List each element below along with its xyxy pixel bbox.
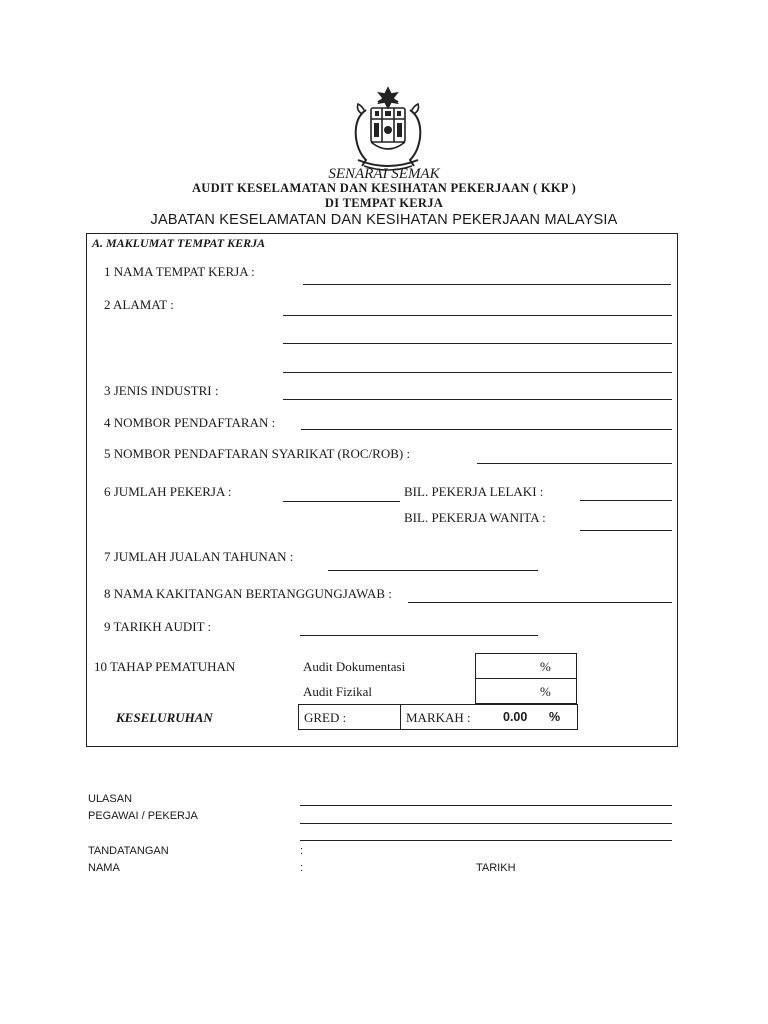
input-line-jumlah-pekerja[interactable] bbox=[283, 501, 400, 502]
field-label-jumlah-pekerja: 6 JUMLAH PEKERJA : bbox=[104, 484, 232, 499]
value-markah-unit: % bbox=[549, 710, 561, 724]
percent-sign-dokumentasi: % bbox=[540, 659, 551, 674]
department-name: JABATAN KESELAMATAN DAN KESIHATAN PEKERJAAN MALAYSIA bbox=[150, 212, 618, 228]
percent-sign-fizikal: % bbox=[540, 684, 551, 699]
input-line-alamat-1[interactable] bbox=[283, 315, 672, 316]
field-label-pekerja-lelaki: BIL. PEKERJA LELAKI : bbox=[404, 484, 544, 499]
box-audit-dokumentasi[interactable] bbox=[475, 653, 577, 679]
field-label-tahap-pematuhan: 10 TAHAP PEMATUHAN bbox=[94, 659, 236, 674]
input-line-pekerja-lelaki[interactable] bbox=[580, 500, 672, 501]
input-line-nombor-pendaftaran[interactable] bbox=[301, 429, 672, 430]
field-label-pekerja-wanita: BIL. PEKERJA WANITA : bbox=[404, 510, 546, 525]
label-gred: GRED : bbox=[304, 710, 347, 725]
field-label-alamat: 2 ALAMAT : bbox=[104, 297, 174, 312]
section-a-heading: A. MAKLUMAT TEMPAT KERJA bbox=[92, 236, 266, 250]
input-line-ulasan-3[interactable] bbox=[300, 840, 672, 841]
input-line-nama-tempat-kerja[interactable] bbox=[303, 284, 671, 285]
coat-of-arms-emblem bbox=[338, 80, 438, 180]
field-label-nombor-pendaftaran: 4 NOMBOR PENDAFTARAN : bbox=[104, 415, 276, 430]
input-line-ulasan-1[interactable] bbox=[300, 805, 672, 806]
label-nama: NAMA bbox=[88, 862, 120, 874]
title-senarai-semak: SENARAI SEMAK bbox=[328, 166, 440, 182]
label-audit-fizikal: Audit Fizikal bbox=[303, 684, 372, 699]
label-tarikh: TARIKH bbox=[476, 862, 516, 874]
label-markah: MARKAH : bbox=[406, 710, 471, 725]
field-label-nombor-pendaftaran-syarikat: 5 NOMBOR PENDAFTARAN SYARIKAT (ROC/ROB) : bbox=[104, 446, 411, 461]
field-label-jumlah-jualan-tahunan: 7 JUMLAH JUALAN TAHUNAN : bbox=[104, 549, 294, 564]
label-audit-dokumentasi: Audit Dokumentasi bbox=[303, 659, 406, 674]
field-label-nama-kakitangan: 8 NAMA KAKITANGAN BERTANGGUNGJAWAB : bbox=[104, 586, 392, 601]
label-pegawai-pekerja: PEGAWAI / PEKERJA bbox=[88, 810, 198, 822]
input-line-nombor-roc-rob[interactable] bbox=[477, 463, 672, 464]
field-label-jenis-industri: 3 JENIS INDUSTRI : bbox=[104, 383, 219, 398]
colon-nama: : bbox=[300, 862, 304, 874]
label-keseluruhan: KESELURUHAN bbox=[116, 710, 213, 725]
field-label-nama-tempat-kerja: 1 NAMA TEMPAT KERJA : bbox=[104, 264, 255, 279]
label-ulasan: ULASAN bbox=[88, 793, 133, 805]
input-line-alamat-3[interactable] bbox=[283, 372, 672, 373]
input-line-jumlah-jualan[interactable] bbox=[328, 570, 538, 571]
title-audit-kkp: AUDIT KESELAMATAN DAN KESIHATAN PEKERJAAN ( KKP ) bbox=[191, 181, 577, 195]
label-tandatangan: TANDATANGAN bbox=[88, 845, 169, 857]
value-markah: 0.00 bbox=[503, 710, 528, 724]
title-di-tempat-kerja: DI TEMPAT KERJA bbox=[324, 196, 444, 210]
field-label-tarikh-audit: 9 TARIKH AUDIT : bbox=[104, 619, 212, 634]
input-line-alamat-2[interactable] bbox=[283, 343, 672, 344]
divider-gred-markah bbox=[400, 704, 401, 730]
input-line-nama-kakitangan[interactable] bbox=[408, 602, 672, 603]
input-line-pekerja-wanita[interactable] bbox=[580, 530, 672, 531]
input-line-tarikh-audit[interactable] bbox=[300, 635, 538, 636]
input-line-ulasan-2[interactable] bbox=[300, 823, 672, 824]
colon-tandatangan: : bbox=[300, 845, 304, 857]
box-audit-fizikal[interactable] bbox=[475, 678, 577, 704]
input-line-jenis-industri[interactable] bbox=[283, 399, 672, 400]
